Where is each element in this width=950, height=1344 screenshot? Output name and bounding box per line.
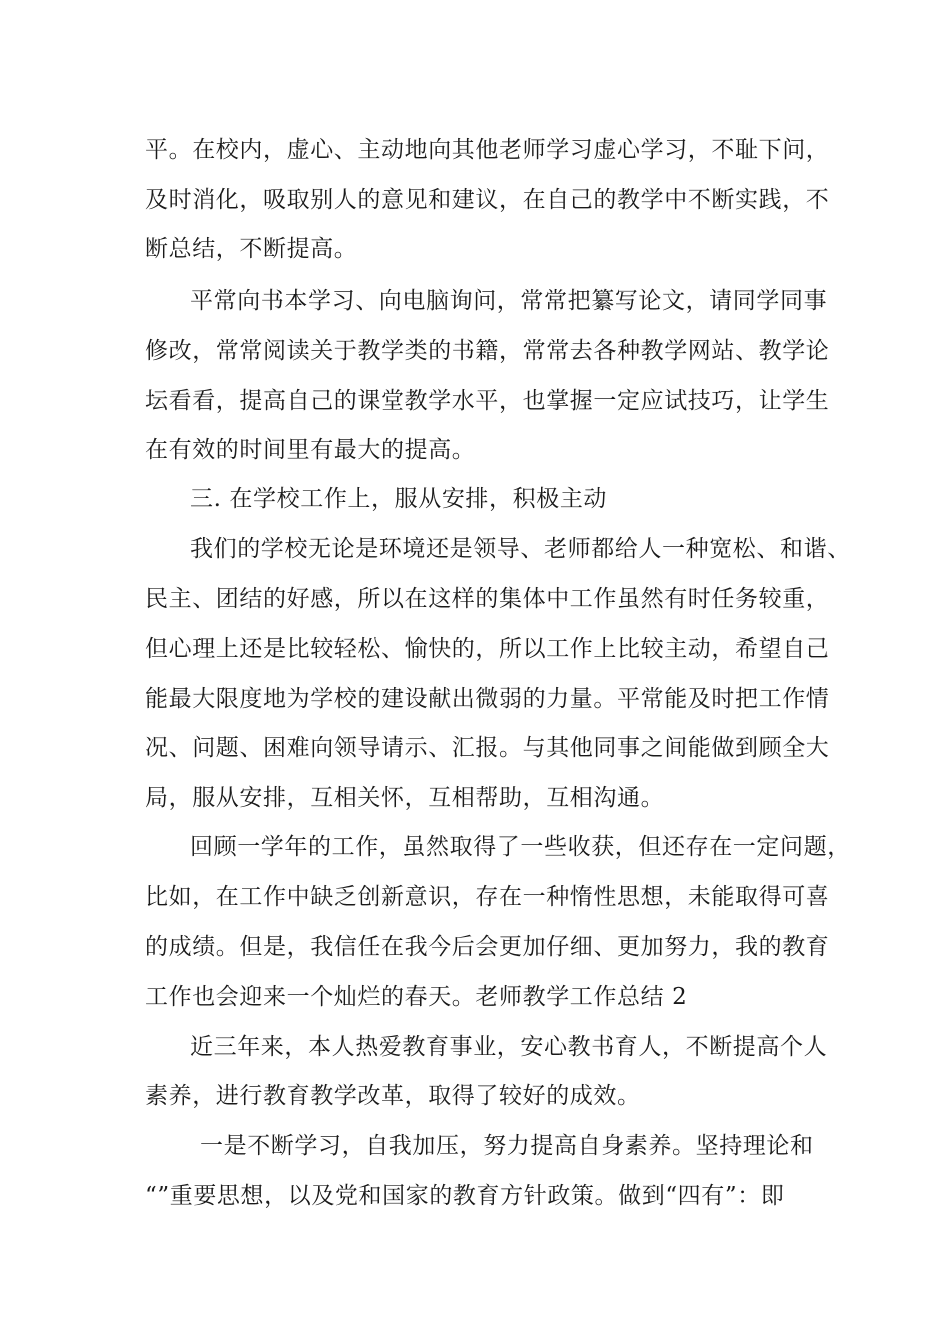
- text-line: “”重要思想，以及党和国家的教育方针政策。做到“四有”：即: [145, 1183, 785, 1209]
- text-line: 近三年来，本人热爱教育事业，安心教书育人，不断提高个人: [190, 1034, 828, 1060]
- text-line: 平。在校内，虚心、主动地向其他老师学习虚心学习，不耻下问，: [145, 137, 830, 163]
- text-line: 但心理上还是比较轻松、愉快的，所以工作上比较主动，希望自己: [145, 636, 830, 662]
- text-line: 及时消化，吸取别人的意见和建议，在自己的教学中不断实践，不: [145, 187, 830, 213]
- text-line: 一是不断学习，自我加压，努力提高自身素养。坚持理论和: [200, 1133, 814, 1159]
- text-line: 在有效的时间里有最大的提高。: [145, 437, 476, 463]
- text-line: 坛看看，提高自己的课堂教学水平，也掌握一定应试技巧，让学生: [145, 388, 830, 414]
- text-line: 我们的学校无论是环境还是领导、老师都给人一种宽松、和谐、: [190, 536, 851, 562]
- text-line: 比如，在工作中缺乏创新意识，存在一种惰性思想，未能取得可喜: [145, 884, 830, 910]
- text-line: 工作也会迎来一个灿烂的春天。老师教学工作总结 2: [145, 984, 688, 1010]
- text-line: 局，服从安排，互相关怀，互相帮助，互相沟通。: [145, 785, 665, 811]
- text-line: 的成绩。但是，我信任在我今后会更加仔细、更加努力，我的教育: [145, 934, 830, 960]
- text-line: 素养，进行教育教学改革，取得了较好的成效。: [145, 1083, 641, 1109]
- text-line: 修改，常常阅读关于教学类的书籍，常常去各种教学网站、教学论: [145, 338, 830, 364]
- text-line: 民主、团结的好感，所以在这样的集体中工作虽然有时任务较重，: [145, 586, 830, 612]
- text-line: 回顾一学年的工作，虽然取得了一些收获，但还存在一定问题，: [190, 834, 851, 860]
- text-line: 平常向书本学习、向电脑询问，常常把纂写论文，请同学同事: [190, 288, 828, 314]
- section-heading: 三. 在学校工作上，服从安排，积极主动: [190, 486, 608, 512]
- text-line: 况、问题、困难向领导请示、汇报。与其他同事之间能做到顾全大: [145, 735, 830, 761]
- text-line: 断总结，不断提高。: [145, 236, 358, 262]
- text-line: 能最大限度地为学校的建设献出微弱的力量。平常能及时把工作情: [145, 686, 830, 712]
